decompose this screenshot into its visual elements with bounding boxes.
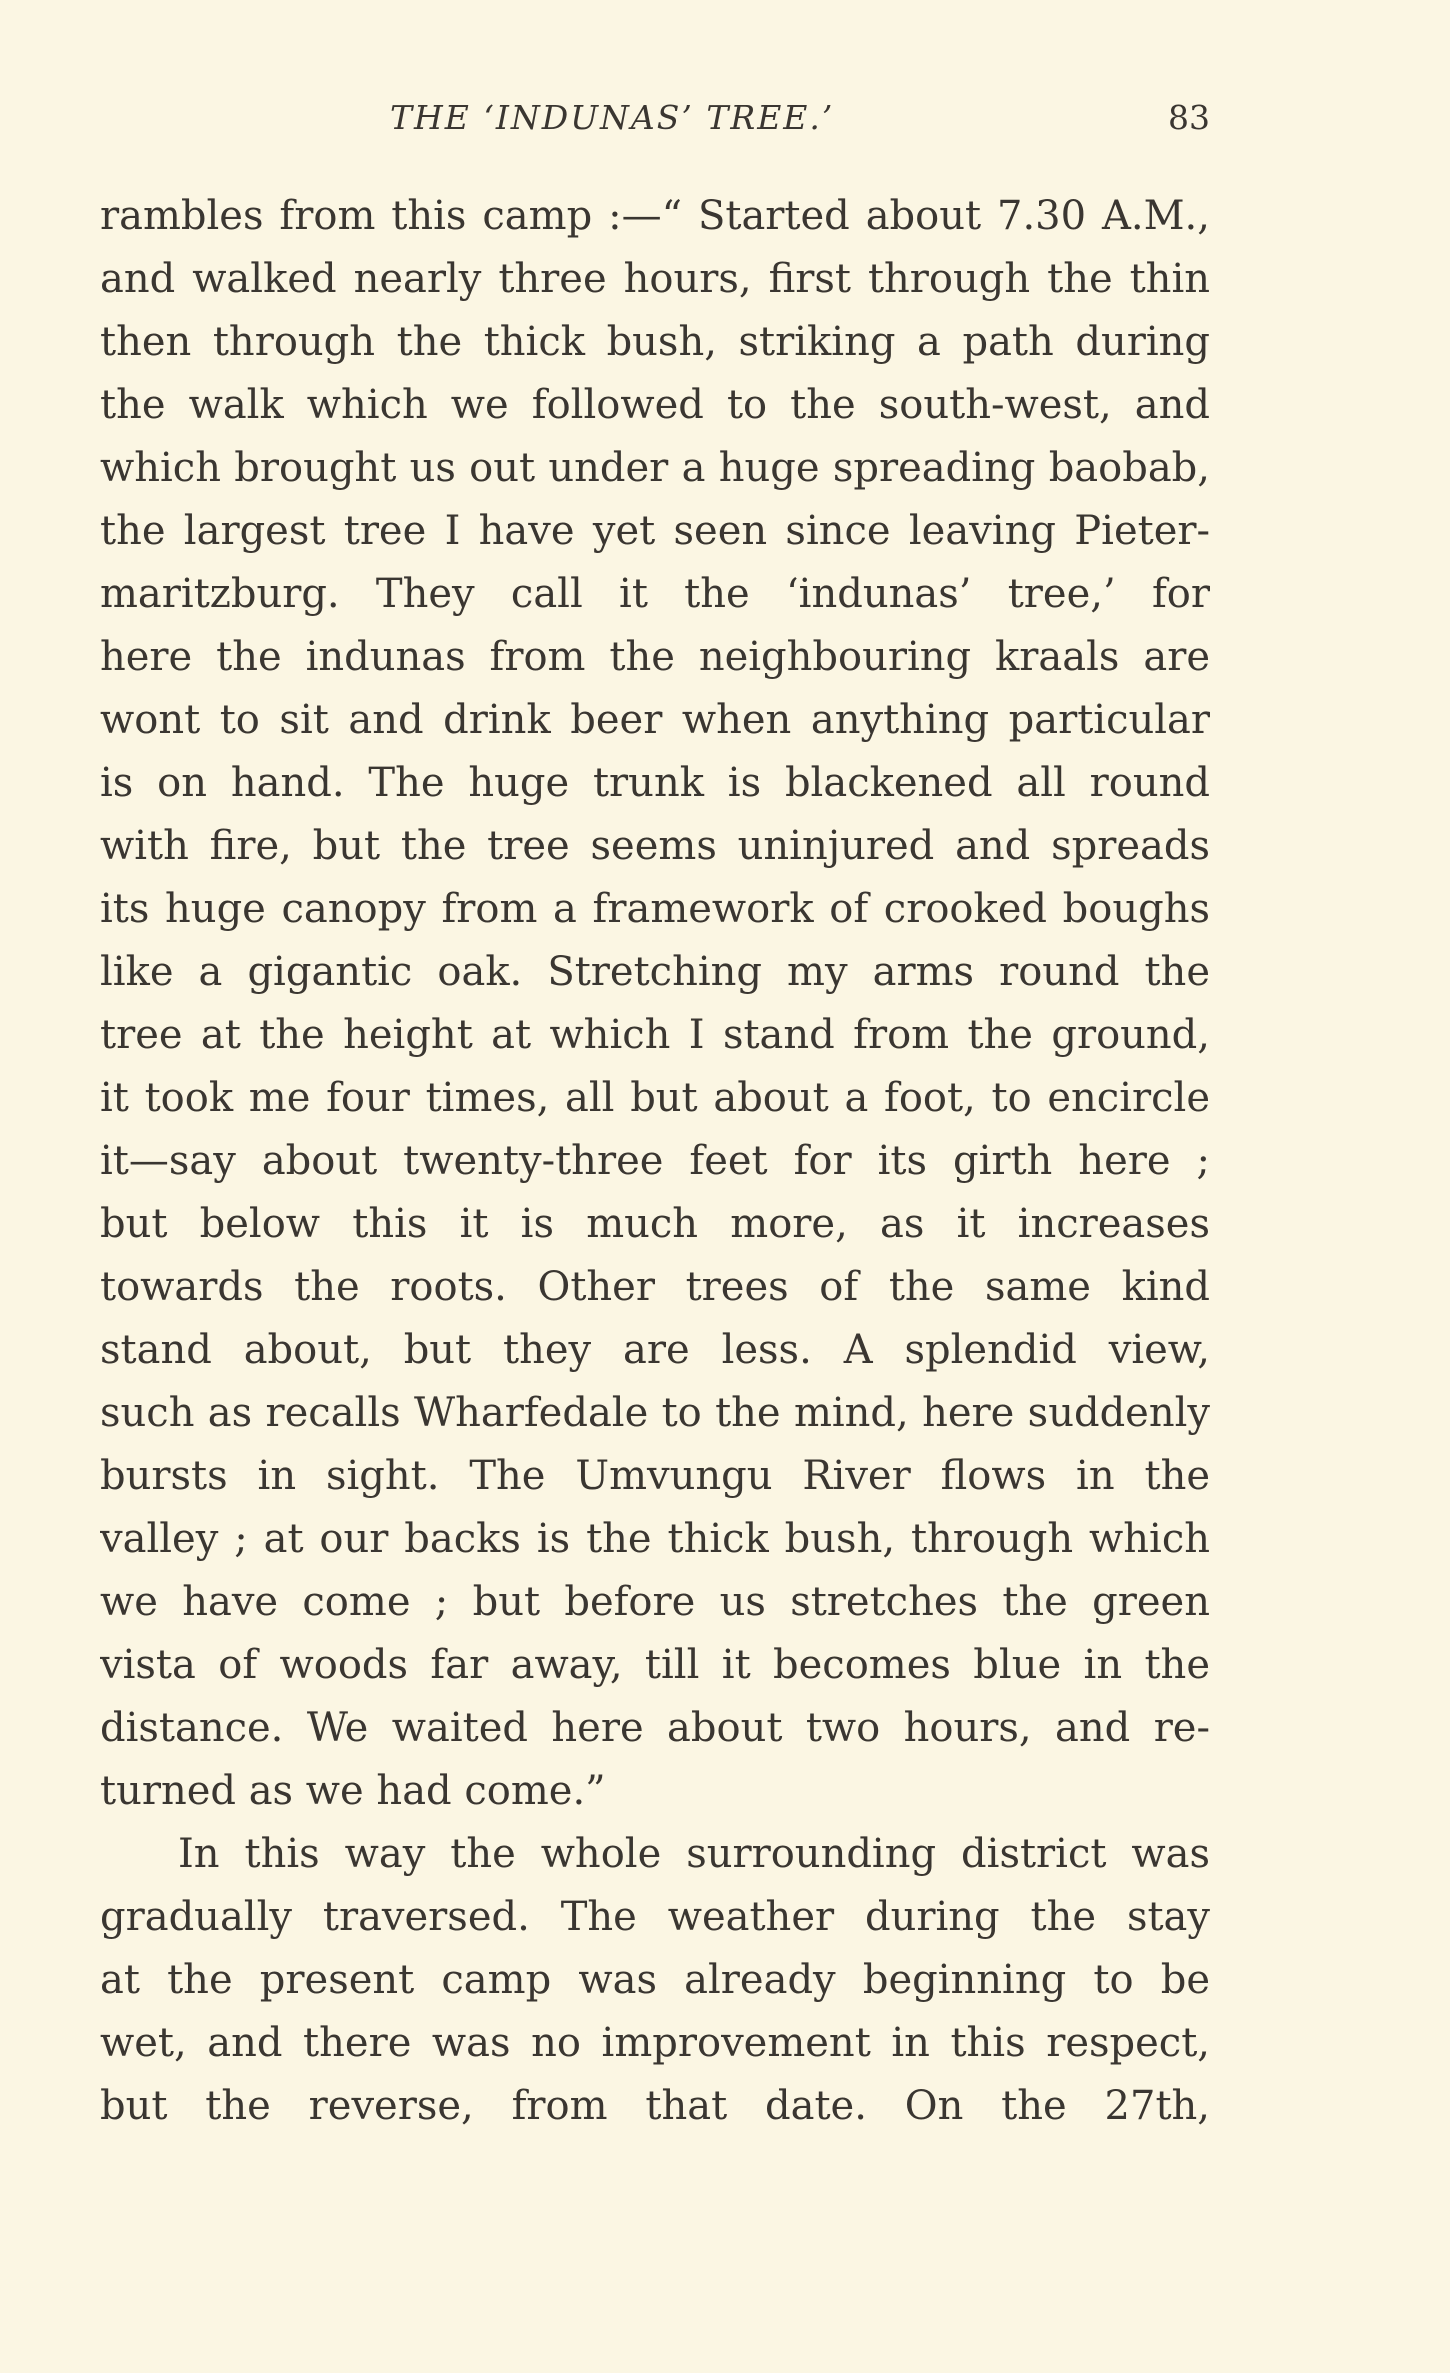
text-line: but the reverse, from that date. On the 27th, bbox=[100, 2083, 1210, 2129]
running-title: THE ‘INDUNAS’ TREE.’ bbox=[390, 98, 835, 137]
text-line: wet, and there was no improvement in this respect, bbox=[100, 2020, 1210, 2066]
text-line: turned as we had come.” bbox=[100, 1768, 606, 1814]
text-line: it—say about twenty-three feet for its girth here ; bbox=[100, 1138, 1210, 1184]
text-line: but below this it is much more, as it increases bbox=[100, 1201, 1210, 1247]
text-line: which brought us out under a huge spreading baobab, bbox=[100, 445, 1210, 491]
text-line: like a gigantic oak. Stretching my arms round the bbox=[100, 949, 1210, 995]
text-line: gradually traversed. The weather during the stay bbox=[100, 1894, 1210, 1940]
text-line: vista of woods far away, till it becomes blue in the bbox=[100, 1642, 1210, 1688]
text-line: In this way the whole surrounding district was bbox=[178, 1831, 1210, 1877]
text-line: the largest tree I have yet seen since leaving Pieter- bbox=[100, 508, 1210, 554]
text-line: its huge canopy from a framework of crooked boughs bbox=[100, 886, 1210, 932]
text-line: is on hand. The huge trunk is blackened all round bbox=[100, 760, 1210, 806]
page-number: 83 bbox=[1168, 98, 1210, 137]
text-line: the walk which we followed to the south-west, and bbox=[100, 382, 1210, 428]
text-line: we have come ; but before us stretches the green bbox=[100, 1579, 1210, 1625]
running-head bbox=[100, 98, 1210, 158]
text-line: stand about, but they are less. A splendid view, bbox=[100, 1327, 1210, 1373]
text-line: such as recalls Wharfedale to the mind, here suddenly bbox=[100, 1390, 1210, 1436]
text-line: with fire, but the tree seems uninjured and spreads bbox=[100, 823, 1210, 869]
text-line: rambles from this camp :—“ Started about 7.30 A.M., bbox=[100, 193, 1210, 239]
body-text bbox=[100, 185, 1210, 2138]
text-line: tree at the height at which I stand from the ground, bbox=[100, 1012, 1210, 1058]
text-line: distance. We waited here about two hours, and re- bbox=[100, 1705, 1210, 1751]
paragraph-2 bbox=[100, 1823, 1210, 2138]
text-line: valley ; at our backs is the thick bush, through which bbox=[100, 1516, 1210, 1562]
text-line: then through the thick bush, striking a path during bbox=[100, 319, 1210, 365]
text-line: it took me four times, all but about a foot, to encircle bbox=[100, 1075, 1210, 1121]
paragraph-1 bbox=[100, 185, 1210, 1823]
text-line: and walked nearly three hours, first through the thin bbox=[100, 256, 1210, 302]
text-line: bursts in sight. The Umvungu River flows in the bbox=[100, 1453, 1210, 1499]
text-line: at the present camp was already beginning to be bbox=[100, 1957, 1210, 2003]
text-line: wont to sit and drink beer when anything particular bbox=[100, 697, 1210, 743]
text-line: maritzburg. They call it the ‘indunas’ tree,’ for bbox=[100, 571, 1210, 617]
text-line: towards the roots. Other trees of the same kind bbox=[100, 1264, 1210, 1310]
text-line: here the indunas from the neighbouring kraals are bbox=[100, 634, 1210, 680]
